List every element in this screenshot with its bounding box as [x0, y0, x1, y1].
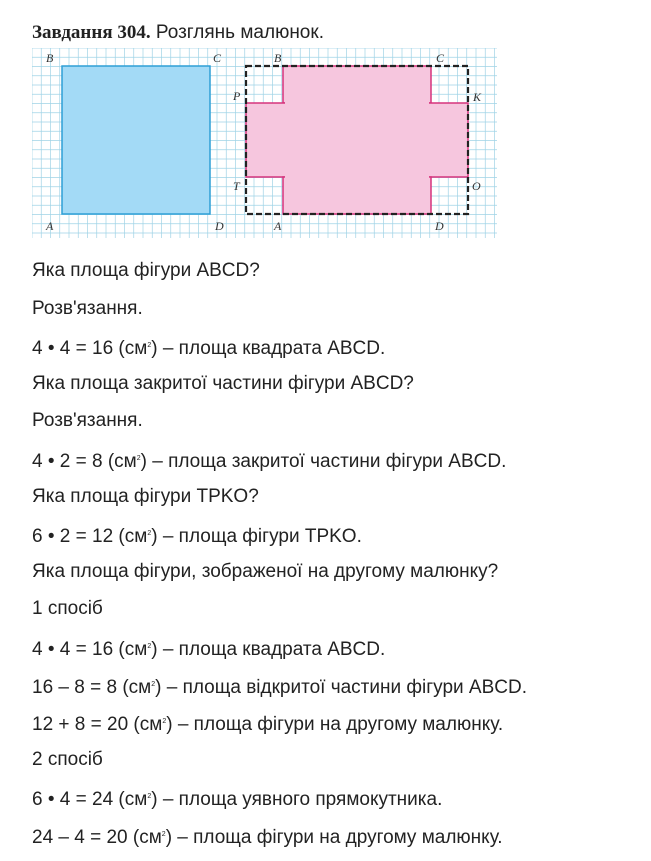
calc-description: ) – площа фігури на другому малюнку.	[166, 714, 504, 736]
exponent: 2	[147, 530, 152, 538]
label-shape-c: C	[436, 51, 445, 65]
label-square-c: C	[213, 51, 222, 65]
calculation-line	[32, 703, 527, 741]
label-square-a: A	[46, 219, 54, 233]
calc-description: ) – площа фігури TPKO.	[151, 526, 362, 548]
calc-description: ) – площа відкритої частини фігури ABCD.	[155, 676, 527, 698]
label-shape-p: P	[233, 89, 241, 103]
exponent: 2	[136, 454, 141, 462]
label-square-b: B	[46, 51, 54, 65]
text-line: 1 спосіб	[32, 598, 103, 620]
exponent: 2	[162, 718, 167, 726]
exponent: 2	[147, 642, 152, 650]
shape-top-rect	[283, 66, 431, 103]
exponent: 2	[151, 680, 156, 688]
exponent: 2	[161, 830, 166, 838]
calc-expression: 16 – 8 = 8 (см	[32, 676, 152, 698]
text-line: Яка площа фігури, зображеної на другому малюнку?	[32, 560, 499, 582]
calculation-line	[32, 778, 527, 816]
shape-middle-rect-tpko	[246, 103, 468, 177]
shape-seam-bottom	[285, 175, 429, 178]
calc-description: ) – площа квадрата ABCD.	[151, 638, 386, 660]
calc-expression: 6 • 4 = 24 (см	[32, 789, 148, 811]
text-line: Яка площа фігури TPKO?	[32, 485, 259, 507]
task-heading	[32, 22, 324, 44]
calc-expression: 4 • 4 = 16 (см	[32, 338, 148, 360]
grid-figure	[32, 48, 497, 238]
label-shape-t: T	[233, 179, 240, 193]
task-number: Завдання 304.	[32, 22, 151, 43]
label-shape-o: O	[472, 179, 481, 193]
shape-bottom-rect	[283, 177, 431, 214]
calc-expression: 6 • 2 = 12 (см	[32, 526, 148, 548]
calculation-line	[32, 440, 527, 478]
calculation-line	[32, 628, 527, 666]
calc-description: ) – площа уявного прямокутника.	[151, 789, 443, 811]
label-shape-k: K	[473, 90, 482, 104]
calc-expression: 4 • 4 = 16 (см	[32, 638, 148, 660]
label-shape-d: D	[435, 219, 444, 233]
calculation-line	[32, 327, 527, 365]
label-shape-b: B	[274, 51, 282, 65]
calc-expression: 24 – 4 = 20 (см	[32, 826, 162, 848]
label-square-d: D	[215, 219, 224, 233]
calc-description: ) – площа закритої частини фігури ABCD.	[140, 450, 507, 472]
text-line: 2 спосіб	[32, 748, 103, 770]
calc-description: ) – площа фігури на другому малюнку.	[165, 826, 503, 848]
calculation-line	[32, 816, 527, 854]
shape-seam-top	[285, 102, 429, 105]
text-line: Яка площа фігури ABCD?	[32, 260, 260, 281]
task-text: Розглянь малюнок.	[155, 22, 324, 43]
calc-expression: 4 • 2 = 8 (см	[32, 450, 137, 472]
calculation-line	[32, 666, 527, 704]
label-shape-a: A	[274, 219, 282, 233]
text-line: Розв'язання.	[32, 297, 143, 319]
exponent: 2	[147, 342, 152, 350]
square-abcd	[62, 66, 210, 214]
text-line: Розв'язання.	[32, 410, 143, 432]
calc-expression: 12 + 8 = 20 (см	[32, 714, 163, 736]
exponent: 2	[147, 793, 152, 801]
calculation-line	[32, 515, 527, 553]
text-line: Яка площа закритої частини фігури ABCD?	[32, 372, 414, 394]
solution-text	[32, 252, 527, 854]
calc-description: ) – площа квадрата ABCD.	[151, 338, 386, 360]
